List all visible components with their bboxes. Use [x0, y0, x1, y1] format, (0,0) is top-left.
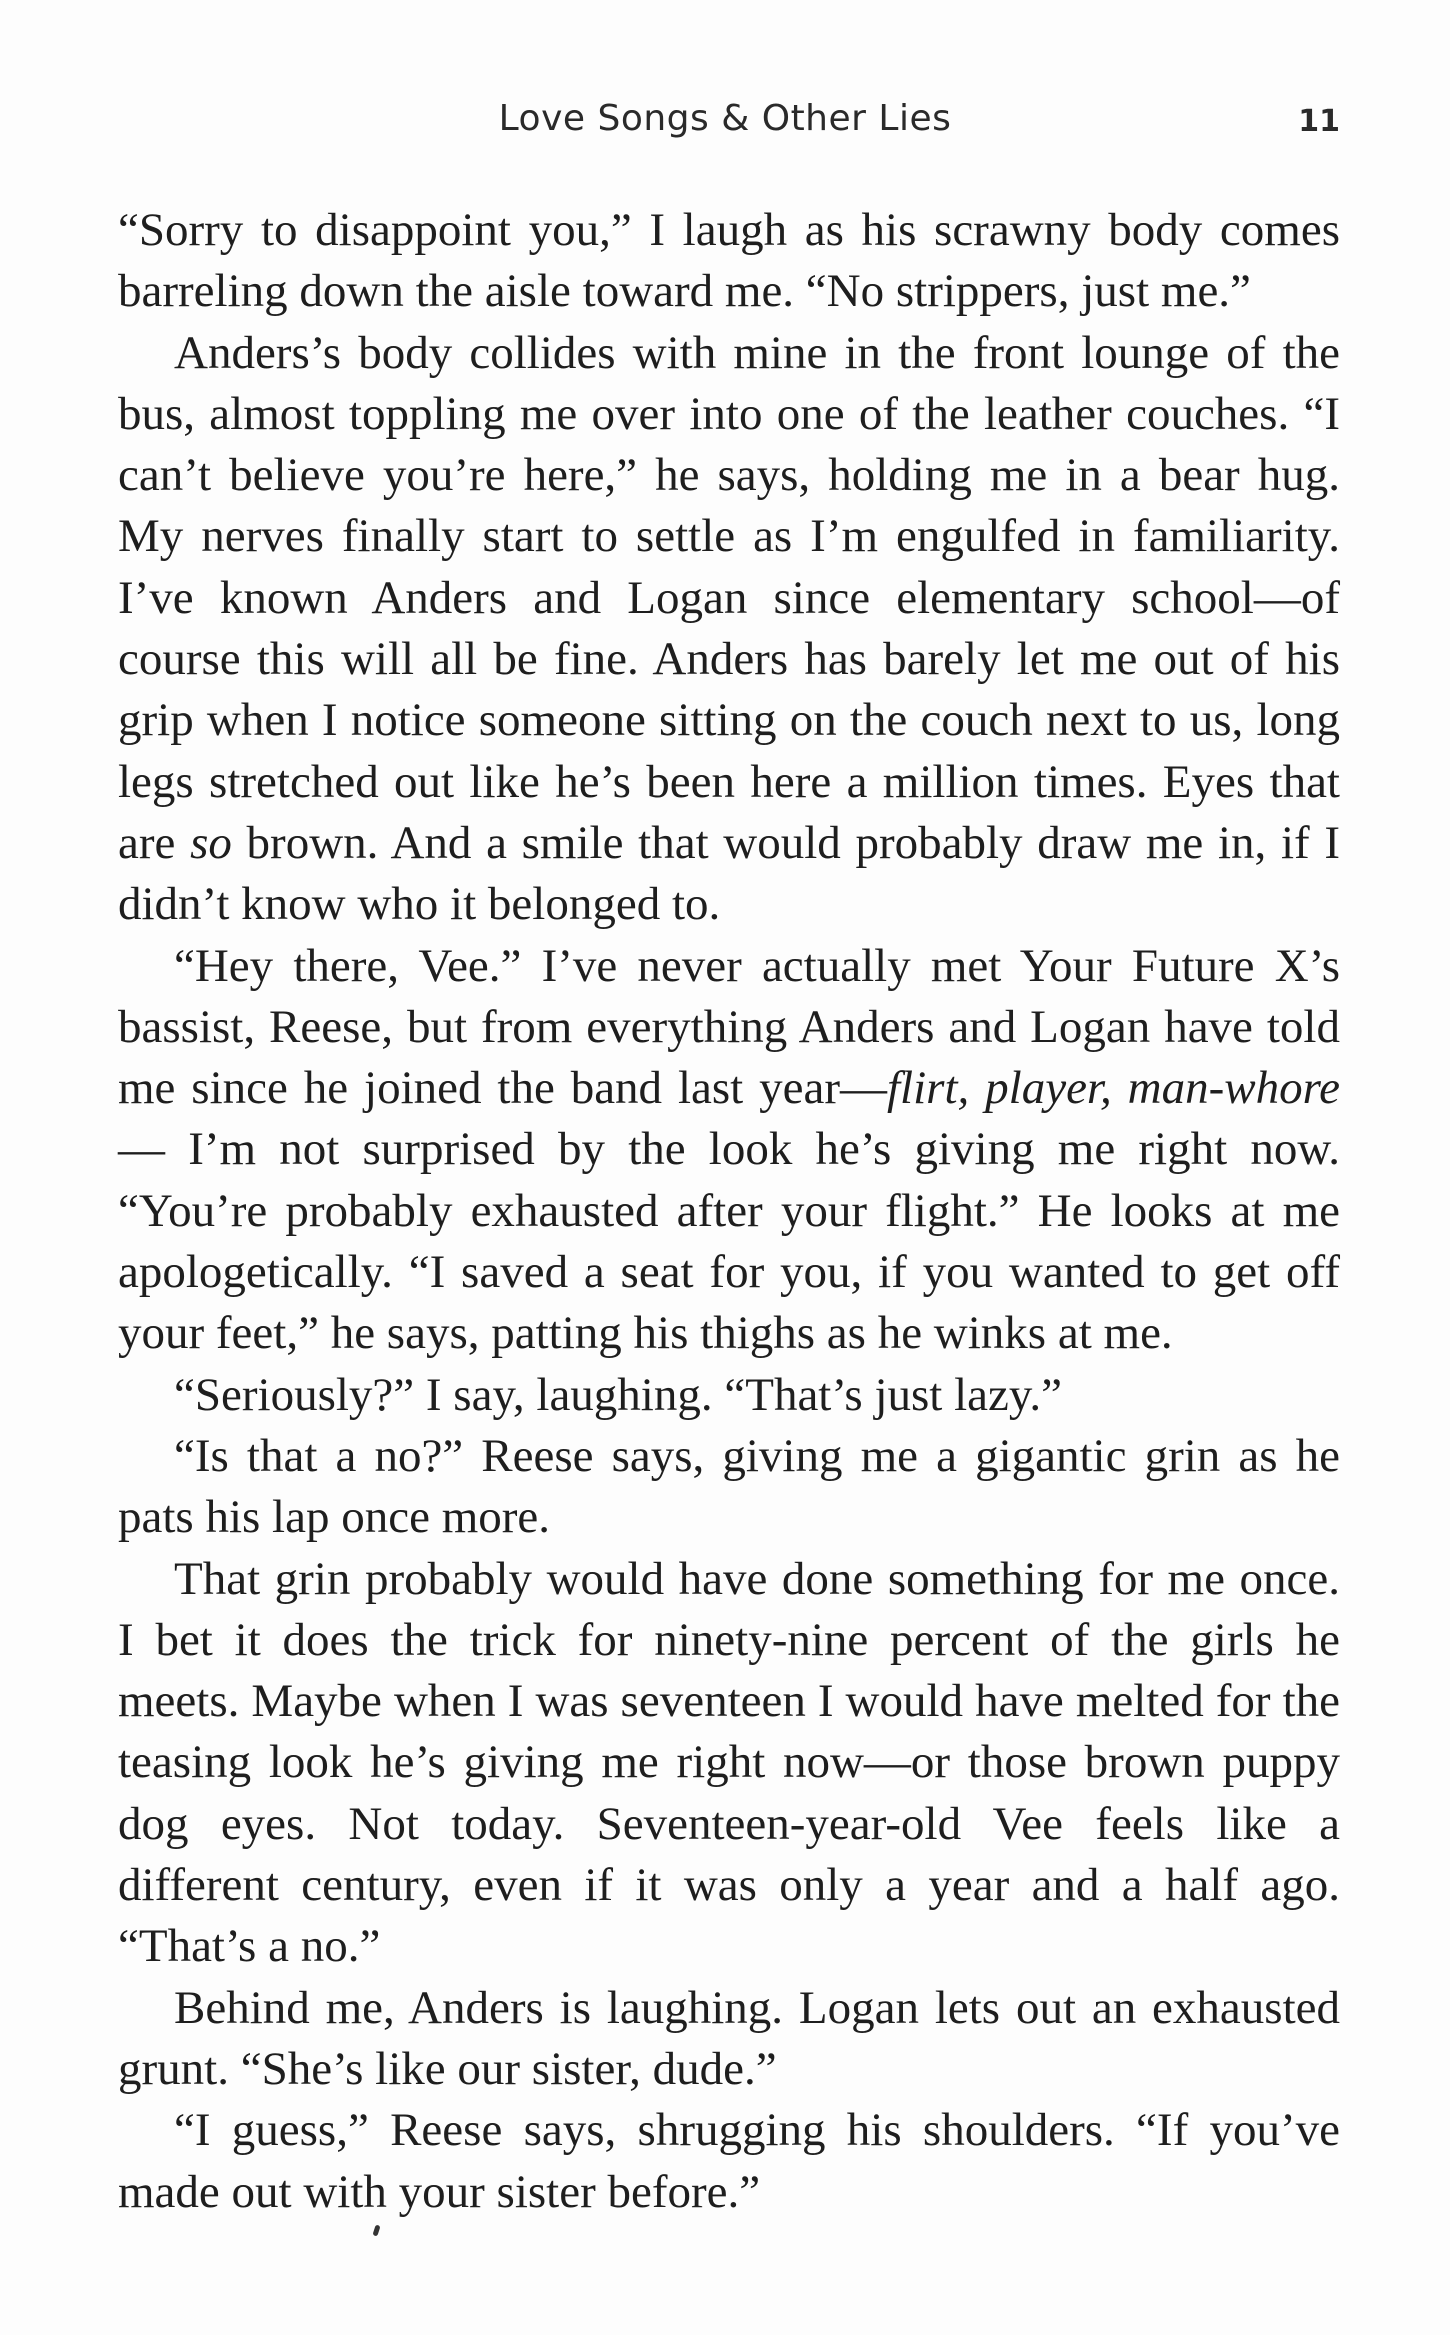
- running-title: Love Songs & Other Lies: [498, 98, 952, 139]
- paragraph-2: [118, 323, 1340, 936]
- running-head: [0, 98, 1450, 148]
- text-run: “Hey there, Vee.” I’ve never actually met Your Future X’s bassist, Reese, but from everything Anders and Logan have told me since he joined the band last year—: [118, 939, 1340, 1115]
- paragraph-3: [118, 936, 1340, 1365]
- text-run: brown. And a smile that would probably draw me in, if I didn’t know who it belonged to.: [118, 816, 1341, 931]
- italic-run: so: [190, 816, 232, 869]
- text-run: Anders’s body collides with mine in the front lounge of the bus, almost toppling me over into one of the leather couches. “I can’t believe you’re here,” he says, holding me in a bear hug. My nerves finally start to settle as I’m engulfed in familiarity. I’ve known Anders and Logan since elementary school—of course this will all be fine. Anders has barely let me out of his grip when I notice someone sitting on the couch next to us, long legs stretched out like he’s been here a million times. Eyes that are: [118, 326, 1340, 869]
- text-run: — I’m not surprised by the look he’s giving me right now. “You’re probably exhausted after your flight.” He looks at me apologetically. “I saved a seat for you, if you wanted to get off your feet,” he says, patting his thighs as he winks at me.: [118, 1123, 1340, 1360]
- paragraph-1: [118, 200, 1340, 323]
- text-run: That grin probably would have done something for me once. I bet it does the trick for ninety-nine percent of the girls he meets. Maybe when I was seventeen I would have melted for the teasing look he’s giving me right now—or those brown puppy dog eyes. Not today. Seventeen-year-old Vee feels like a different century, even if it was only a year and a half ago. “That’s a no.”: [118, 1552, 1340, 1973]
- text-run: “Sorry to disappoint you,” I laugh as his scrawny body comes barreling down the aisle toward me. “No strippers, just me.”: [118, 204, 1340, 318]
- italic-run: flirt, player, man-whore: [886, 1062, 1340, 1115]
- paragraph-6: [118, 1549, 1340, 1978]
- text-run: “Seriously?” I say, laughing. “That’s just lazy.”: [174, 1368, 1062, 1421]
- text-run: Behind me, Anders is laughing. Logan lets out an exhausted grunt. “She’s like our sister, dude.”: [118, 1981, 1340, 2095]
- text-run: “I guess,” Reese says, shrugging his shoulders. “If you’ve made out with your sister before.”: [118, 2104, 1340, 2218]
- paragraph-7: [118, 1978, 1340, 2101]
- paragraph-4: [118, 1365, 1340, 1426]
- page-number: 11: [1298, 104, 1340, 139]
- body-text: [118, 200, 1340, 2223]
- text-run: “Is that a no?” Reese says, giving me a gigantic grin as he pats his lap once more.: [118, 1429, 1340, 1544]
- scan-speck-mark: [372, 2224, 380, 2236]
- paragraph-8: [118, 2100, 1340, 2223]
- paragraph-5: [118, 1426, 1340, 1549]
